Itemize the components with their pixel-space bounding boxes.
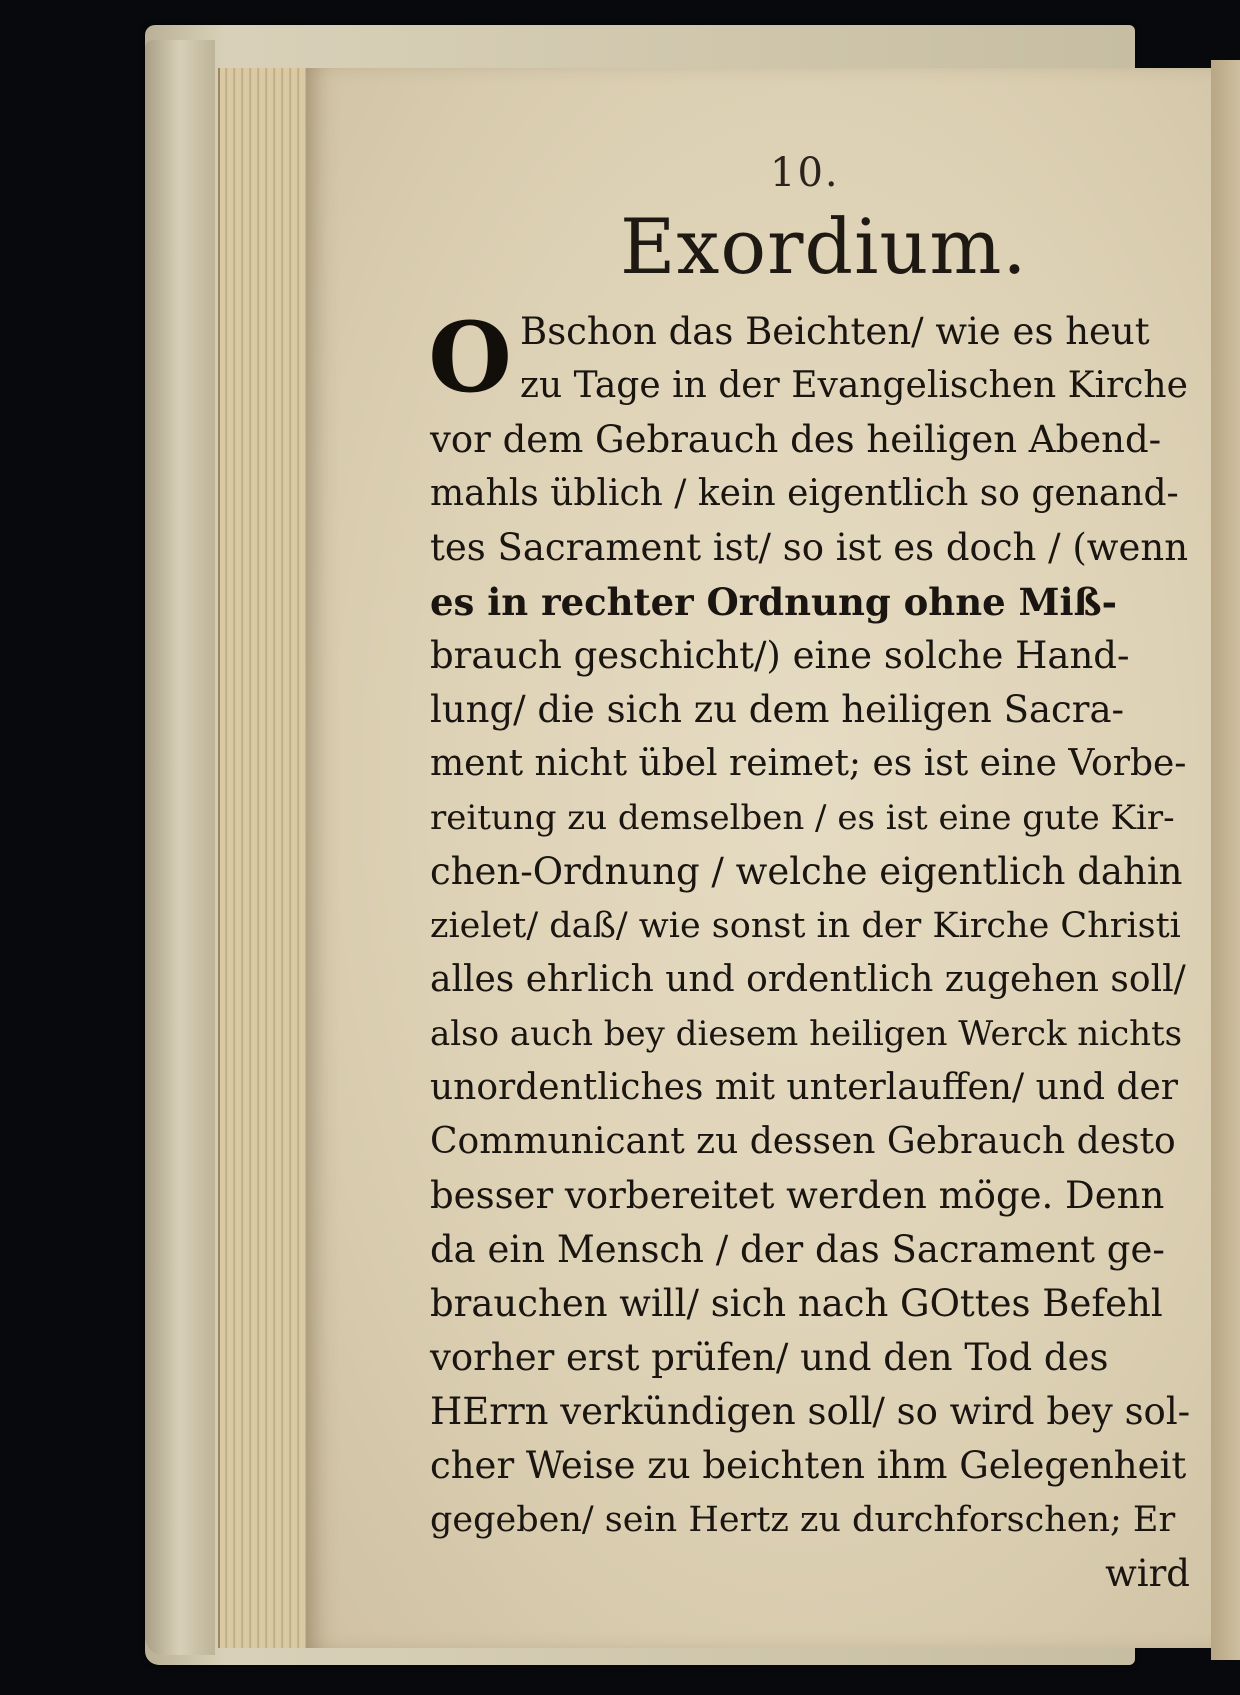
text-line: es in rechter Ordnung ohne Miß- — [430, 580, 1117, 624]
catchword: wird — [1105, 1552, 1190, 1595]
text-line: zu Tage in der Evangelischen Kirche — [520, 365, 1188, 406]
facing-page-edge — [1211, 60, 1240, 1660]
page-heading: Exordium. — [620, 202, 1028, 291]
body-text — [428, 301, 1191, 1601]
text-line: ment nicht übel reimet; es ist eine Vorbe- — [430, 743, 1187, 784]
text-line: besser vorbereitet werden möge. Denn — [430, 1174, 1165, 1217]
drop-cap: O — [428, 301, 512, 414]
text-line: HErrn verkündigen soll/ so wird bey sol- — [430, 1390, 1191, 1433]
text-line: unordentliches mit unterlauffen/ und der — [430, 1067, 1178, 1108]
text-line: mahls üblich / kein eigentlich so genand- — [430, 473, 1179, 514]
text-line: also auch bey diesem heiligen Werck nichts — [430, 1014, 1183, 1054]
text-line: Communicant zu dessen Gebrauch desto — [430, 1121, 1176, 1162]
book-spine — [145, 40, 215, 1655]
text-line: brauchen will/ sich nach GOttes Befehl — [430, 1282, 1163, 1325]
text-line: lung/ die sich zu dem heiligen Sacra- — [430, 688, 1125, 731]
text-line: vor dem Gebrauch des heiligen Abend- — [430, 418, 1162, 461]
text-line: vorher erst prüfen/ und den Tod des — [430, 1336, 1109, 1379]
text-line: gegeben/ sein Hertz zu durchforschen; Er — [430, 1500, 1176, 1540]
text-line: chen-Ordnung / welche eigentlich dahin — [430, 850, 1183, 893]
text-line: Bschon das Beichten/ wie es heut — [520, 310, 1150, 353]
text-line: alles ehrlich und ordentlich zugehen soll/ — [430, 959, 1186, 1000]
text-line: brauch geschicht/) eine solche Hand- — [430, 634, 1130, 677]
text-line: cher Weise zu beichten ihm Gelegenheit — [430, 1444, 1187, 1487]
text-line: da ein Mensch / der das Sacrament ge- — [430, 1228, 1165, 1271]
page-edges — [218, 68, 310, 1648]
page-number: 10. — [770, 150, 840, 196]
text-line: reitung zu demselben / es ist eine gute Kir- — [430, 798, 1175, 838]
text-line: zielet/ daß/ wie sonst in der Kirche Christi — [430, 906, 1181, 946]
text-line: tes Sacrament ist/ so ist es doch / (wenn — [430, 526, 1189, 569]
